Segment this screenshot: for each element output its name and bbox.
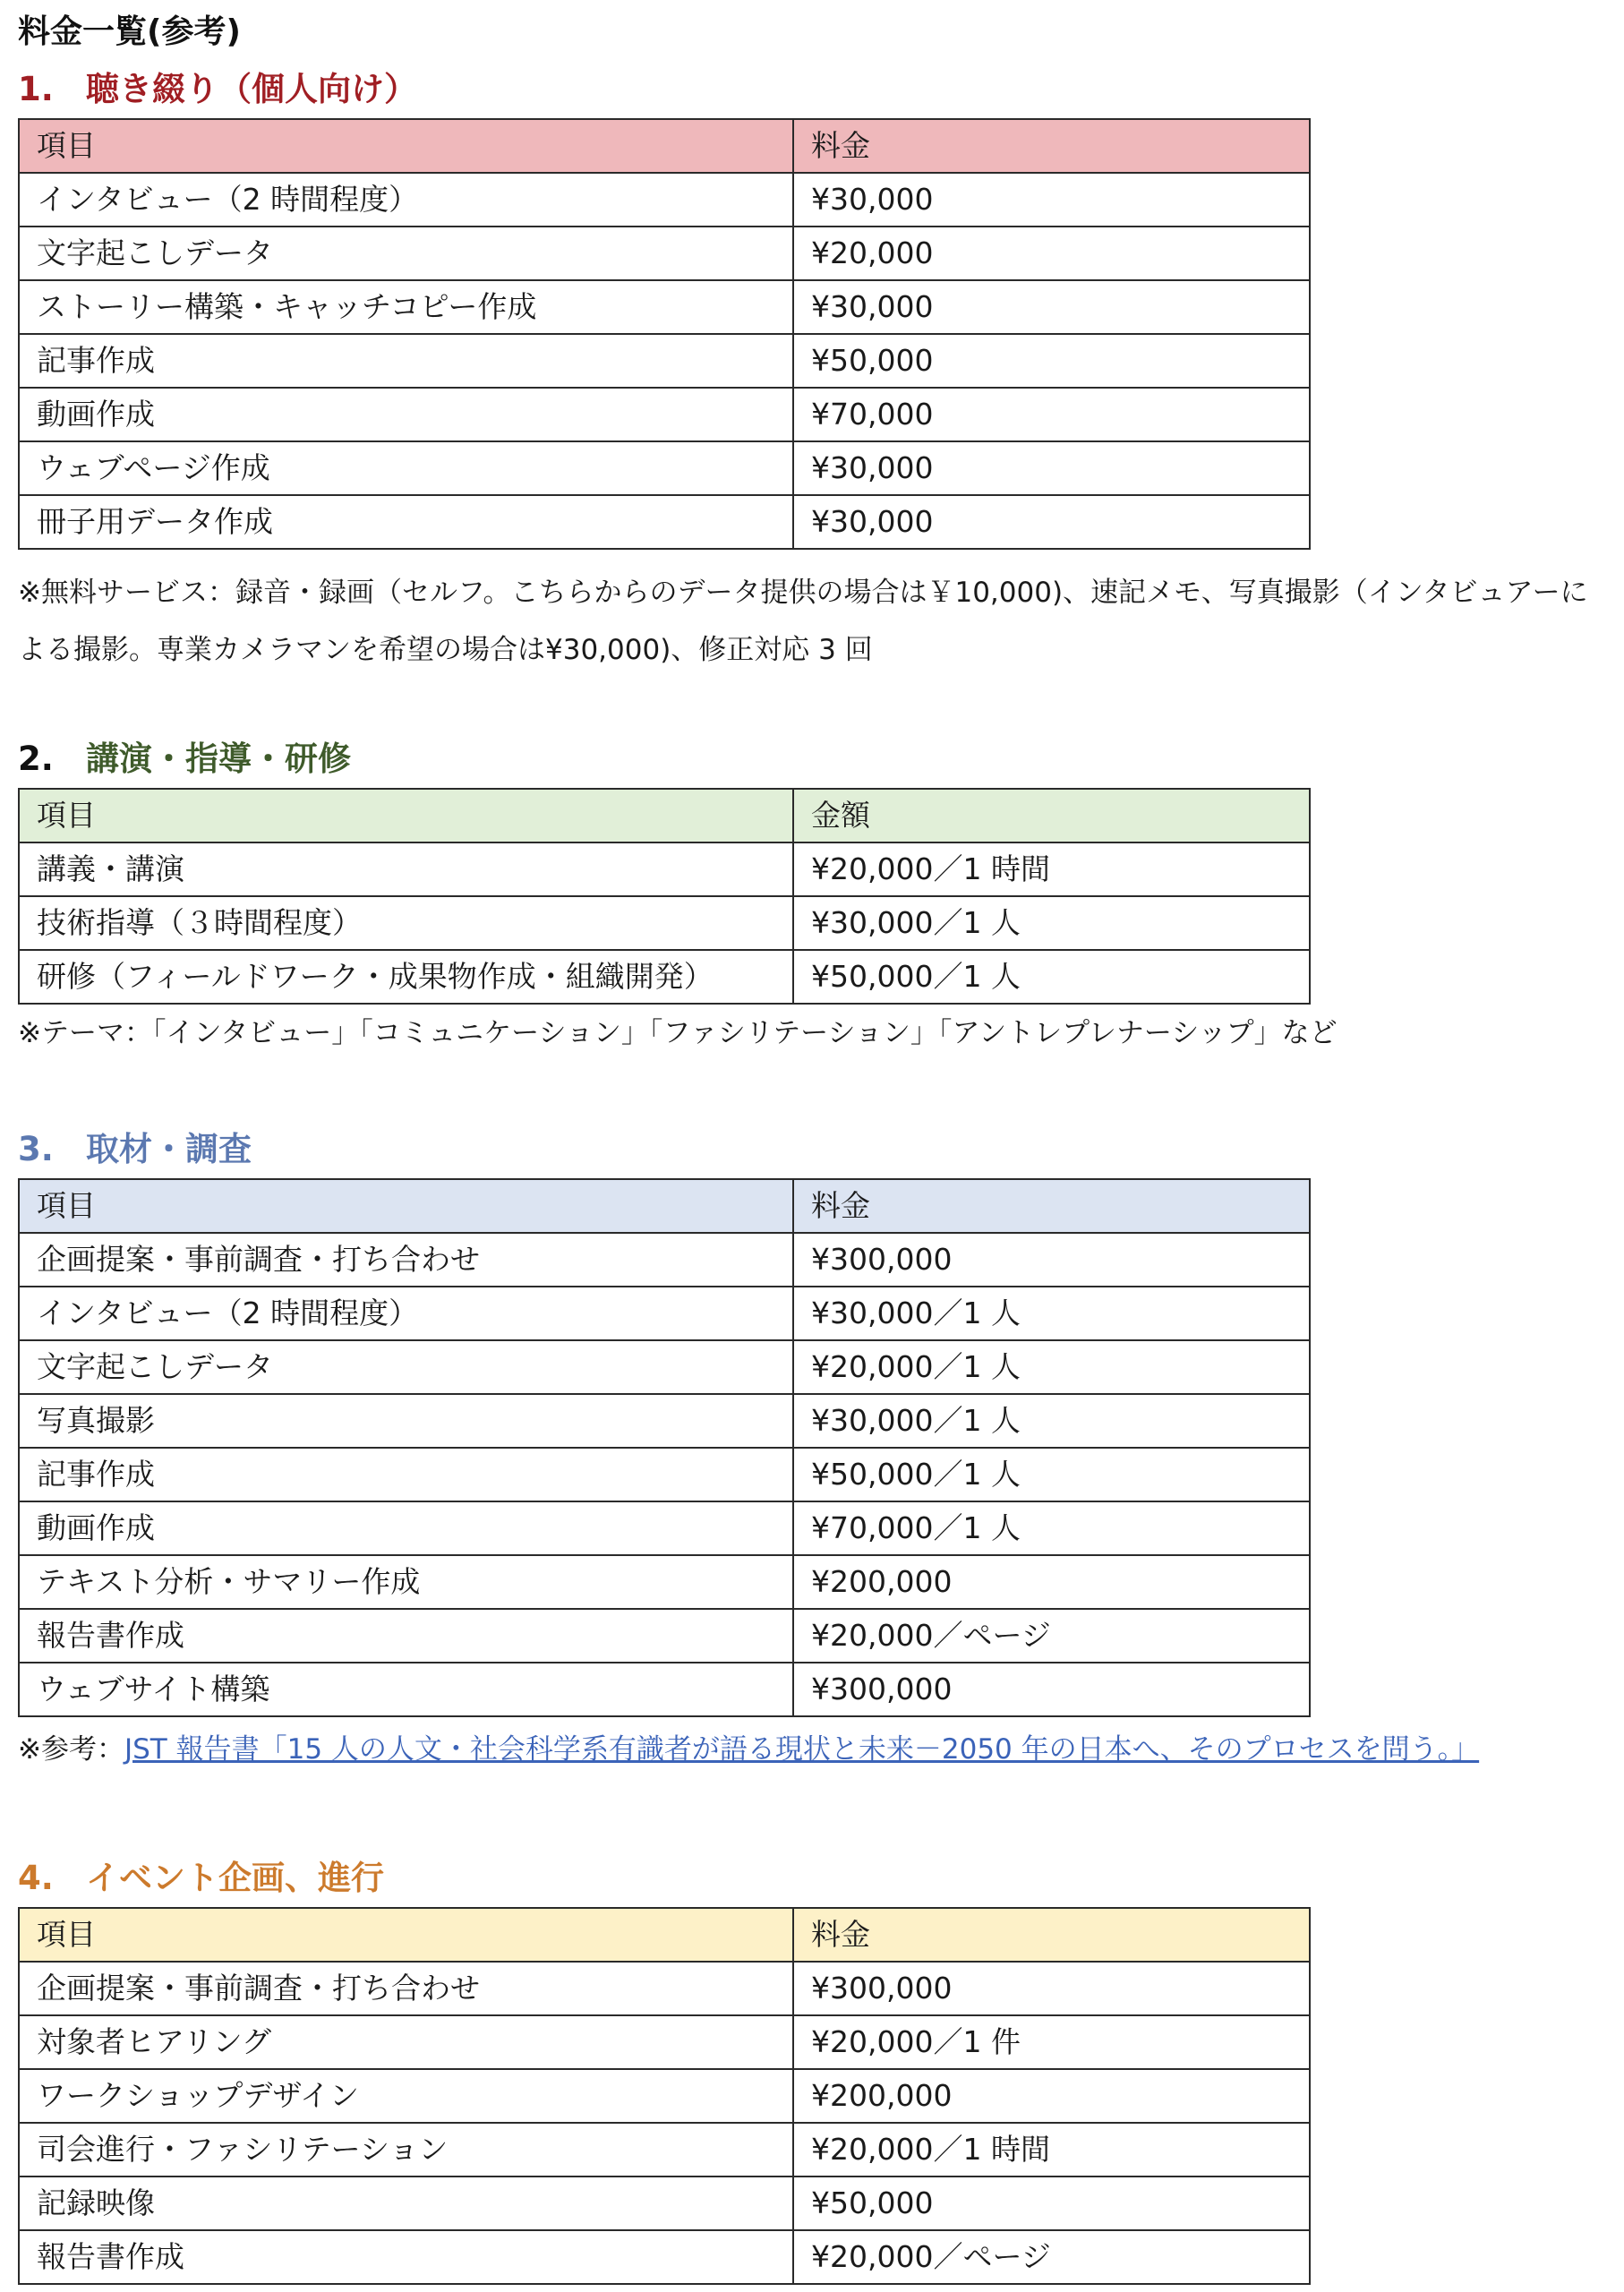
- item-cell: 写真撮影: [19, 1394, 793, 1448]
- price-cell: ¥30,000: [793, 441, 1310, 495]
- price-cell: ¥20,000／1 時間: [793, 842, 1310, 896]
- table-row: [19, 1962, 1310, 2015]
- table-row: [19, 2230, 1310, 2284]
- item-cell: インタビュー（2 時間程度）: [19, 1287, 793, 1340]
- price-cell: ¥20,000／1 件: [793, 2015, 1310, 2069]
- section-1-note: ※無料サービス：録音・録画（セルフ。こちらからのデータ提供の場合は￥10,000)、速記メモ、写真撮影（インタビュアーによる撮影。専業カメラマンを希望の場合は¥30,000)、修正対応 3 回: [18, 577, 1588, 666]
- table-row: [19, 1287, 1310, 1340]
- item-cell: 記録映像: [19, 2177, 793, 2230]
- item-cell: 講義・講演: [19, 842, 793, 896]
- table-row: [19, 227, 1310, 280]
- table-row: [19, 842, 1310, 896]
- column-header-price: 料金: [793, 119, 1310, 173]
- item-cell: インタビュー（2 時間程度）: [19, 173, 793, 227]
- section-2-table: [18, 788, 1311, 1005]
- section-3-note: [18, 1721, 1611, 1778]
- column-header-price: 料金: [793, 1179, 1310, 1233]
- section-1-title: 聴き綴り（個人向け）: [86, 70, 417, 108]
- price-cell: ¥30,000／1 人: [793, 1394, 1310, 1448]
- item-cell: 企画提案・事前調査・打ち合わせ: [19, 1233, 793, 1287]
- table-row: [19, 896, 1310, 950]
- table-row: [19, 280, 1310, 334]
- price-cell: ¥20,000／1 時間: [793, 2123, 1310, 2177]
- section-3-number: 3.: [18, 1130, 54, 1168]
- table-row: [19, 1394, 1310, 1448]
- price-cell: ¥300,000: [793, 1663, 1310, 1716]
- column-header-item: 項目: [19, 1908, 793, 1962]
- item-cell: ウェブページ作成: [19, 441, 793, 495]
- price-cell: ¥200,000: [793, 1555, 1310, 1609]
- item-cell: 動画作成: [19, 388, 793, 441]
- section-2-note: ※テーマ：「インタビュー」「コミュニケーション」「ファシリテーション」「アントレプレナーシップ」など: [18, 1017, 1338, 1049]
- table-header-row: [19, 1908, 1310, 1962]
- table-header-row: [19, 789, 1310, 842]
- price-cell: ¥20,000／ページ: [793, 2230, 1310, 2284]
- table-row: [19, 1233, 1310, 1287]
- section-1-number: 1.: [18, 70, 54, 108]
- table-row: [19, 1340, 1310, 1394]
- section-1-table: [18, 118, 1311, 550]
- price-cell: ¥200,000: [793, 2069, 1310, 2123]
- item-cell: 文字起こしデータ: [19, 227, 793, 280]
- table-row: [19, 2069, 1310, 2123]
- item-cell: 記事作成: [19, 334, 793, 388]
- table-row: [19, 2177, 1310, 2230]
- item-cell: 動画作成: [19, 1501, 793, 1555]
- item-cell: 対象者ヒアリング: [19, 2015, 793, 2069]
- item-cell: 文字起こしデータ: [19, 1340, 793, 1394]
- item-cell: 冊子用データ作成: [19, 495, 793, 549]
- price-cell: ¥50,000／1 人: [793, 950, 1310, 1004]
- price-cell: ¥70,000: [793, 388, 1310, 441]
- table-row: [19, 1448, 1310, 1501]
- section-1-heading: [18, 64, 417, 115]
- item-cell: 報告書作成: [19, 2230, 793, 2284]
- price-cell: ¥300,000: [793, 1233, 1310, 1287]
- price-cell: ¥30,000／1 人: [793, 896, 1310, 950]
- item-cell: 記事作成: [19, 1448, 793, 1501]
- item-cell: 企画提案・事前調査・打ち合わせ: [19, 1962, 793, 2015]
- table-row: [19, 173, 1310, 227]
- document-title: 料金一覧(参考): [18, 13, 241, 50]
- table-row: [19, 950, 1310, 1004]
- table-row: [19, 2123, 1310, 2177]
- item-cell: 研修（フィールドワーク・成果物作成・組織開発）: [19, 950, 793, 1004]
- table-row: [19, 441, 1310, 495]
- price-cell: ¥30,000／1 人: [793, 1287, 1310, 1340]
- table-row: [19, 1501, 1310, 1555]
- table-row: [19, 334, 1310, 388]
- reference-link[interactable]: JST 報告書「15 人の人文・社会科学系有識者が語る現状と未来－2050 年の日本へ、そのプロセスを問う。」: [124, 1733, 1480, 1766]
- table-row: [19, 1663, 1310, 1716]
- item-cell: ストーリー構築・キャッチコピー作成: [19, 280, 793, 334]
- price-cell: ¥20,000: [793, 227, 1310, 280]
- price-cell: ¥30,000: [793, 495, 1310, 549]
- table-row: [19, 388, 1310, 441]
- column-header-item: 項目: [19, 1179, 793, 1233]
- column-header-item: 項目: [19, 789, 793, 842]
- price-cell: ¥20,000／1 人: [793, 1340, 1310, 1394]
- item-cell: 司会進行・ファシリテーション: [19, 2123, 793, 2177]
- section-4-title: イベント企画、進行: [86, 1859, 384, 1897]
- section-3-heading: [18, 1125, 252, 1175]
- section-2-title: 講演・指導・研修: [86, 740, 351, 778]
- section-4-table: [18, 1907, 1311, 2285]
- table-row: [19, 495, 1310, 549]
- price-cell: ¥50,000／1 人: [793, 1448, 1310, 1501]
- table-row: [19, 1555, 1310, 1609]
- item-cell: ウェブサイト構築: [19, 1663, 793, 1716]
- section-4-heading: [18, 1853, 384, 1903]
- column-header-price: 料金: [793, 1908, 1310, 1962]
- table-row: [19, 2015, 1310, 2069]
- column-header-amount: 金額: [793, 789, 1310, 842]
- section-2-heading: [18, 734, 351, 784]
- section-2-number: 2.: [18, 740, 54, 778]
- table-header-row: [19, 1179, 1310, 1233]
- item-cell: テキスト分析・サマリー作成: [19, 1555, 793, 1609]
- reference-prefix: ※参考：: [18, 1733, 124, 1766]
- price-cell: ¥20,000／ページ: [793, 1609, 1310, 1663]
- price-cell: ¥30,000: [793, 173, 1310, 227]
- section-4-number: 4.: [18, 1859, 54, 1897]
- price-cell: ¥300,000: [793, 1962, 1310, 2015]
- price-cell: ¥70,000／1 人: [793, 1501, 1310, 1555]
- table-row: [19, 1609, 1310, 1663]
- table-header-row: [19, 119, 1310, 173]
- item-cell: ワークショップデザイン: [19, 2069, 793, 2123]
- item-cell: 報告書作成: [19, 1609, 793, 1663]
- price-cell: ¥50,000: [793, 334, 1310, 388]
- price-cell: ¥50,000: [793, 2177, 1310, 2230]
- section-3-title: 取材・調査: [86, 1130, 252, 1168]
- section-3-table: [18, 1178, 1311, 1717]
- price-cell: ¥30,000: [793, 280, 1310, 334]
- column-header-item: 項目: [19, 119, 793, 173]
- item-cell: 技術指導（３時間程度）: [19, 896, 793, 950]
